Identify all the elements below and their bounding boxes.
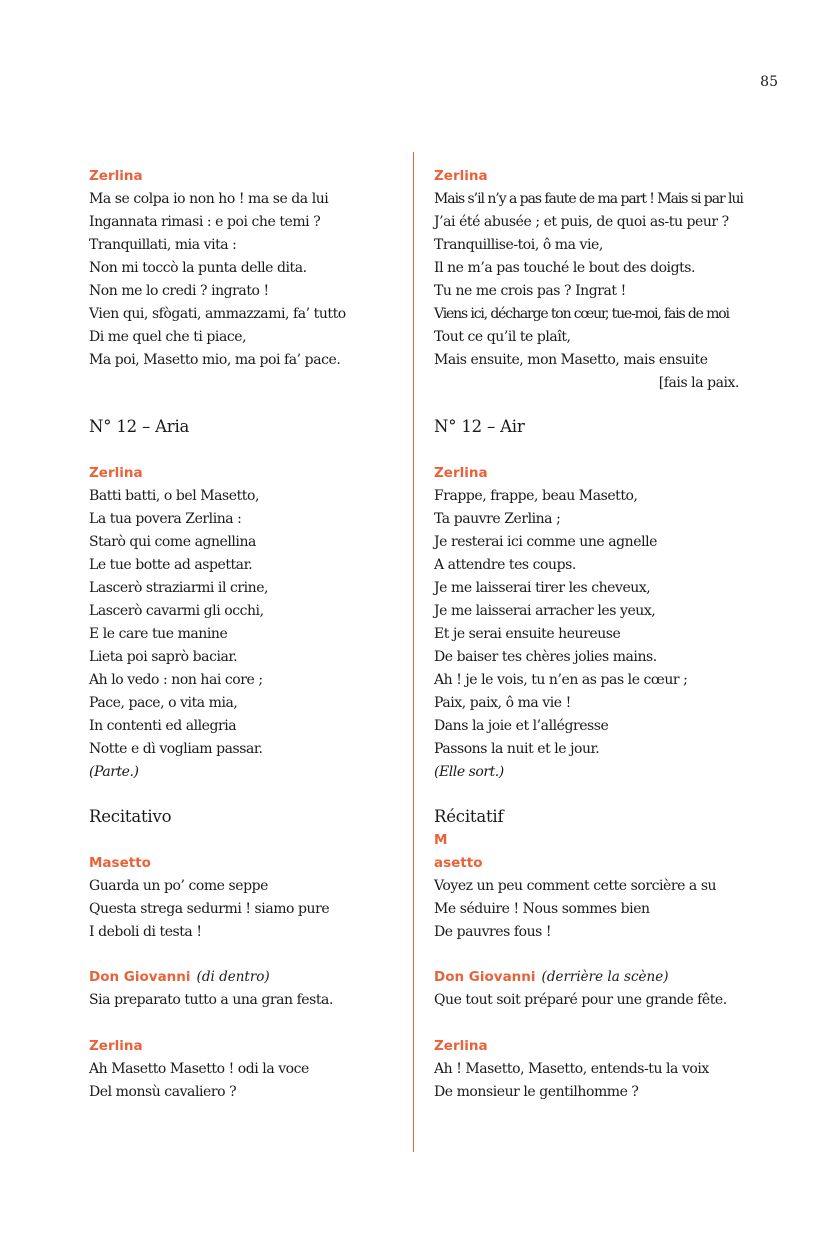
stage-direction: (di dentro) [196, 969, 270, 985]
lyric-line: Lieta poi saprò baciar. [89, 649, 238, 665]
lyric-block [89, 852, 389, 944]
lyric-line-continuation: [fais la paix. [658, 375, 739, 391]
lyric-line: Je me laisserai tirer les cheveux, [434, 580, 651, 596]
speaker-name: Zerlina [434, 1038, 488, 1054]
lyric-line: Mais s’il n’y a pas faute de ma part ! Mais si par lui [434, 191, 743, 207]
lyric-block [89, 462, 389, 784]
lyric-line: Le tue botte ad aspettar. [89, 557, 253, 573]
lyric-line: Ah Masetto Masetto ! odi la voce [89, 1061, 309, 1077]
lyric-line: De pauvres fous ! [434, 924, 552, 940]
lyric-line: Paix, paix, ô ma vie ! [434, 695, 571, 711]
section-heading: Récitatif [434, 807, 504, 826]
speaker-initial: M [434, 832, 448, 848]
lyric-block [434, 165, 743, 395]
lyric-line: Et je serai ensuite heureuse [434, 626, 621, 642]
lyric-line: Ah lo vedo : non hai core ; [89, 672, 263, 688]
section-heading: N° 12 – Air [434, 417, 525, 436]
lyric-line: Ma se colpa io non ho ! ma se da lui [89, 191, 329, 207]
lyric-line: Je resterai ici comme une agnelle [434, 534, 657, 550]
lyric-line: Vien qui, sfògati, ammazzami, fa’ tutto [89, 306, 346, 322]
lyric-line: Questa strega sedurmi ! siamo pure [89, 901, 330, 917]
lyric-line: Batti batti, o bel Masetto, [89, 488, 259, 504]
lyric-line: Dans la joie et l’allégresse [434, 718, 609, 734]
stage-direction: (Parte.) [89, 764, 139, 780]
stage-direction: (derrière la scène) [541, 969, 669, 985]
lyric-block [89, 966, 389, 1012]
lyric-line: I deboli di testa ! [89, 924, 202, 940]
lyric-line: Del monsù cavaliero ? [89, 1084, 237, 1100]
speaker-name: Zerlina [89, 465, 143, 481]
lyric-line: Tout ce qu’il te plaît, [434, 329, 571, 345]
lyric-line: Di me quel che ti piace, [89, 329, 247, 345]
lyric-line: Ah ! Masetto, Masetto, entends-tu la voix [434, 1061, 709, 1077]
speaker-name: Zerlina [89, 168, 143, 184]
lyric-line: Ingannata rimasi : e poi che temi ? [89, 214, 321, 230]
lyric-line: Passons la nuit et le jour. [434, 741, 600, 757]
lyric-line: Tu ne me crois pas ? Ingrat ! [434, 283, 626, 299]
lyric-line: Voyez un peu comment cette sorcière a su [434, 878, 717, 894]
lyric-line: Ma poi, Masetto mio, ma poi fa’ pace. [89, 352, 341, 368]
speaker-name: Zerlina [89, 1038, 143, 1054]
lyric-line: Il ne m’a pas touché le bout des doigts. [434, 260, 696, 276]
speaker-label: Don Giovanni [434, 969, 536, 985]
lyric-line: Lascerò cavarmi gli occhi, [89, 603, 264, 619]
lyric-line: Non me lo credi ? ingrato ! [89, 283, 269, 299]
section-heading: N° 12 – Aria [89, 417, 190, 436]
speaker-name: asetto [434, 855, 483, 871]
speaker-name: Masetto [89, 855, 151, 871]
speaker-name [434, 966, 739, 989]
lyric-line: Mais ensuite, mon Masetto, mais ensuite [434, 352, 708, 368]
lyric-block [89, 165, 389, 372]
lyric-block [434, 462, 739, 784]
lyric-line: Sia preparato tutto a una gran festa. [89, 992, 333, 1008]
lyric-block [434, 829, 739, 944]
lyric-line: Tranquillati, mia vita : [89, 237, 237, 253]
section-heading: Recitativo [89, 807, 172, 826]
lyric-line: Guarda un po’ come seppe [89, 878, 268, 894]
lyric-line: Tranquillise-toi, ô ma vie, [434, 237, 603, 253]
lyric-line: A attendre tes coups. [434, 557, 576, 573]
lyric-line: De baiser tes chères jolies mains. [434, 649, 657, 665]
lyric-line: Viens ici, décharge ton cœur, tue-moi, fais de moi [434, 306, 729, 322]
lyric-line: Notte e dì vogliam passar. [89, 741, 263, 757]
stage-direction: (Elle sort.) [434, 764, 504, 780]
speaker-name: Zerlina [434, 465, 488, 481]
lyric-block [434, 966, 739, 1012]
lyric-line: Je me laisserai arracher les yeux, [434, 603, 656, 619]
lyric-line: Frappe, frappe, beau Masetto, [434, 488, 638, 504]
lyric-line: Lascerò straziarmi il crine, [89, 580, 269, 596]
lyric-line: Starò qui come agnellina [89, 534, 256, 550]
lyric-line: Pace, pace, o vita mia, [89, 695, 238, 711]
lyric-line: J’ai été abusée ; et puis, de quoi as-tu peur ? [434, 214, 729, 230]
speaker-label: Don Giovanni [89, 969, 191, 985]
lyric-line: Que tout soit préparé pour une grande fête. [434, 992, 727, 1008]
lyric-block [434, 1035, 739, 1104]
lyric-line: De monsieur le gentilhomme ? [434, 1084, 639, 1100]
lyric-line: Ah ! je le vois, tu n’en as pas le cœur ; [434, 672, 688, 688]
lyric-line: Non mi toccò la punta delle dita. [89, 260, 307, 276]
lyric-line: E le care tue manine [89, 626, 228, 642]
lyric-line: La tua povera Zerlina : [89, 511, 242, 527]
column-divider [413, 152, 414, 1152]
lyric-block [89, 1035, 389, 1104]
speaker-name [89, 966, 389, 989]
lyric-line: Ta pauvre Zerlina ; [434, 511, 561, 527]
lyric-line: In contenti ed allegria [89, 718, 237, 734]
lyric-line: Me séduire ! Nous sommes bien [434, 901, 650, 917]
speaker-name: Zerlina [434, 168, 488, 184]
page-number: 85 [760, 74, 778, 90]
